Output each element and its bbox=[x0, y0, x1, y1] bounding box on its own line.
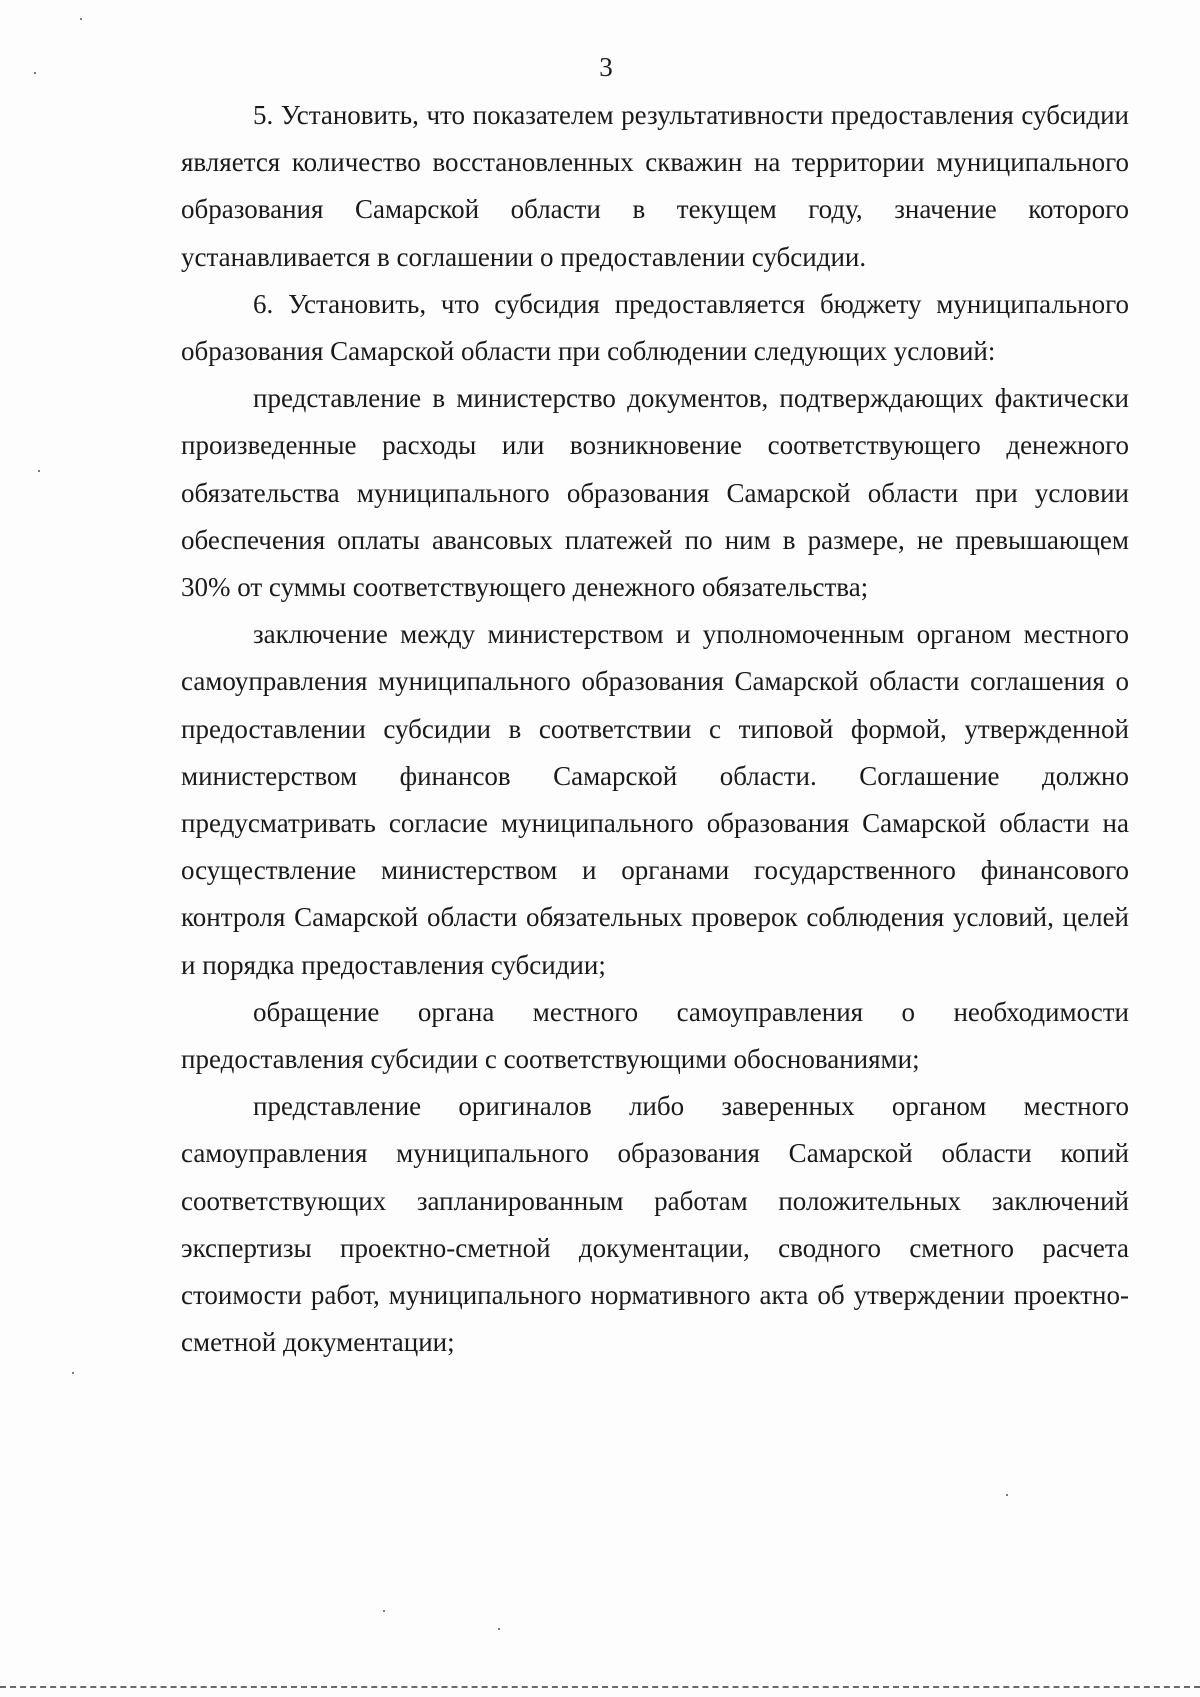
paragraph-5: 5. Установить, что показателем результативности предоставления субсидии является количество восстановленных скважин на территории муниципального образования Самарской области в текущем году, значение которого устанавливается в соглашении о предоставлении субсидии. bbox=[181, 100, 1129, 272]
condition-agreement: заключение между министерством и уполномоченным органом местного самоуправления муниципального образования Самарской области соглашения о предоставлении субсидии в соответствии с типовой формой, утвержденной министерством финансов Самарской области. Соглашение должно предусматривать согласие муниципального образования Самарской области на осуществление министерством и органами государственного финансового контроля Самарской области обязательных проверок соблюдения условий, целей и порядка предоставления субсидии; bbox=[181, 619, 1129, 980]
page-number: 3 bbox=[599, 52, 613, 82]
scan-speck bbox=[383, 1610, 385, 1612]
scan-speck bbox=[498, 1628, 500, 1630]
scan-speck bbox=[38, 470, 40, 472]
scan-bottom-edge bbox=[0, 1686, 1200, 1688]
paragraph-6: 6. Установить, что субсидия предоставляется бюджету муниципального образования Самарской области при соблюдении следующих условий: bbox=[181, 288, 1129, 367]
scan-speck bbox=[72, 1372, 74, 1374]
scan-speck bbox=[1006, 1494, 1008, 1496]
scan-speck bbox=[34, 72, 36, 74]
scan-speck bbox=[80, 18, 82, 20]
condition-documents: представление в министерство документов, подтверждающих фактически произведенные расходы или возникновение соответствующего денежного обязательства муниципального образования Самарской области при условии обеспечения оплаты авансовых платежей по ним в размере, не превышающем 30% от суммы соответствующего денежного обязательства; bbox=[181, 383, 1129, 603]
document-body bbox=[181, 92, 1129, 1366]
condition-expertise: представление оригиналов либо заверенных органом местного самоуправления муниципального образования Самарской области копий соответствующих запланированным работам положительных заключений экспертизы проектно-сметной документации, сводного сметного расчета стоимости работ, муниципального нормативного акта об утверждении проектно-сметной документации; bbox=[181, 1091, 1129, 1358]
condition-request: обращение органа местного самоуправления о необходимости предоставления субсидии с соответствующими обоснованиями; bbox=[181, 996, 1129, 1075]
